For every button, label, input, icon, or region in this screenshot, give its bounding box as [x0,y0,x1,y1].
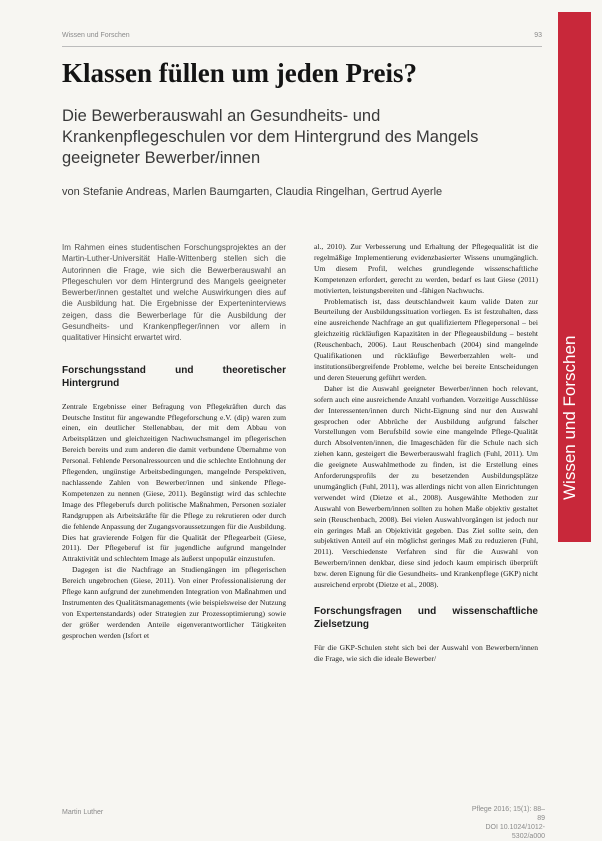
right-column [314,242,538,665]
body-paragraph: Dagegen ist die Nachfrage an Studiengängen im pflegerischen Bereich ungebrochen (Giese, 2011). Von einer Professionalisierung der Pflege kann aufgrund der zunehmenden Integration von Maßnahmen und Instrumenten des Qualitätsmanagements (wie beispielsweise der Nutzung von Expertenstandards) oder Strategien zur Prozessoptimierung) sowie der größer werdenden Anteile eigenverantwortlicher Tätigkeiten gesprochen werden (Isfort et [62,565,286,640]
section-heading: Forschungsfragen und wissenschaftliche Zielsetzung [314,606,538,630]
body-paragraph: Zentrale Ergebnisse einer Befragung von Pflegekräften durch das Deutsche Institut für angewandte Pflegeforschung e.V. (dip) waren zum einen, ein deutlicher Stellenabbau, der mit dem Abbau von Arbeitsplätzen und gleichzeitigen Nachwuchsmangel im pflegerischen Bereich bereits und zum anderen die damit verbundene Übernahme von Personal. Fehlende Personalressourcen und die schlechte Entlohnung der Pflegenden, ungünstige Arbeitsbedingungen, mangelnde Perspektiven, nachlassende Zahlen von Bewerber/innen und sinkende Pflege-Kompetenzen zu nennen (Giese, 2011). Begünstigt wird das schlechte Image des Pflegeberufs durch politische Maßnahmen, Personen sozialer Randgruppen als Arbeitskräfte für die Pflege zu rekrutieren oder durch die fehlende Anpassung der Zugangsvoraussetzungen für die Ausbildung. Dies hat gravierende Folgen für die Qualität der Pflegearbeit (Giese, 2011). Der Pflegeberuf ist für jugendliche aufgrund mangelnder Attraktivität und schlechtem Image als äußerst unpopulär einzustufen. [62,401,286,564]
footer-left: Martin Luther [62,809,104,816]
article-subtitle: Die Bewerberauswahl an Gesundheits- und Krankenpflegeschulen vor dem Hintergrund des Mangels geeigneter Bewerber/innen [62,107,479,167]
body-paragraph: Für die GKP-Schulen steht sich bei der Auswahl von Bewerbern/innen die Frage, wie sich die ideale Bewerber/ [314,643,538,663]
author-line: von Stefanie Andreas, Marlen Baumgarten, Claudia Ringelhan, Gertrud Ayerle [62,186,443,198]
left-column [62,242,286,642]
article-title: Klassen füllen um jeden Preis? [62,58,418,88]
abstract: Im Rahmen eines studentischen Forschungsprojektes an der Martin-Luther-Universität Halle-Wittenberg stellen sich die Autorinnen die Frage, wie sich die Bewerberauswahl an Pflegeschulen vor dem Hintergrund des Mangels geeigneter Bewerber/innen gestaltet und welche Auswirkungen dies auf die Ausbildung hat. Die Ergebnisse der Experteninterviews zeigen, dass die Bewerberlage für die Ausbildung der Gesundheits- und Krankenpfleger/innen vor allem in qualitativer Hinsicht erwartet wird. [62,243,286,343]
header-section: Wissen und Forschen [62,32,130,39]
body-paragraph: al., 2010). Zur Verbesserung und Erhaltung der Pflegequalität ist die regelmäßige Implementierung evidenzbasierter Wissens unumgänglich. Um diesem Profil, welches grundlegende wissenschaftliche Kompetenzen erfordert, gerecht zu werden, bedarf es laut Giese (2011) motivierten, leistungsbereiten und -fähigen Nachwuchs. [314,242,538,295]
footer-journal: Pflege 2016; 15(1): 88–89 [471,806,545,822]
footer-citation [465,805,545,841]
body-paragraph: Daher ist die Auswahl geeigneter Bewerber/innen hoch relevant, sofern auch eine ausreichende Anzahl vorhanden. Vorzeitige Ausschlüsse der Interessenten/innen durch Nicht-Eignung sind nur den Auswahl gesprochen oder Abbrüche der Ausbildung aufgrund falscher Vorstellungen vom Berufsbild sowie eine mangelnde Pflege-Qualität durch Absolventen/innen, die Imageschäden für die Schule nach sich ziehen kann, gesteigert die Bewerberauswahl fraglich (Fuhl, 2011). Um die geeignete Auswahlmethode zu finden, ist die Erstellung eines Anforderungsprofils der zu besetzenden Ausbildungsplätze unumgänglich (Fuhl, 2011), was allerdings nicht von allen Einrichtungen verwendet wird (Dietze et al., 2008). Ausgewählte Methoden zur Auswahl von Bewerbern/innen sollten zu hohen Maße objektiv gestaltet sein (Reuschenbach, 2008). Bei vielen Auswahlvorgängen ist jedoch nur ein geringes Maß an Objektivität gegeben. Das Ziel sollte sein, den subjektiven Anteil auf ein möglichst geringes Maß zu reduzieren (Fuhl, 2011). Verschiedenste Verfahren sind für die Auswahl von Bewerbern/innen denkbar, diese sind jedoch kaum empirisch überprüft bzw. deren Eignung für die Gesundheits- und Krankenpflege (GKP) nicht ausreichend erprobt (Dietze et al., 2008). [314,383,538,590]
section-tab-label [560,470,580,500]
body-paragraph: Problematisch ist, dass deutschlandweit kaum valide Daten zur Beurteilung der Ausbildungssituation vorliegen. Es ist festzuhalten, dass eine ausreichende Nachfrage an gut qualifiziertem Pflegepersonal – bei gleichzeitig rückläufigen Kapazitäten in der Pflegeausbildung – besteht (Reuschenbach, 2006). Laut Reuschenbach (2004) sind mangelnde Qualifikationen und rückläufige Bewerberzahlen welt- und institutionsübergreifende Probleme, welche bei bereite Entscheidungen und deren Steuerung geführt werden. [314,296,538,382]
running-header [62,32,542,47]
section-heading: Forschungsstand und theoretischer Hintergrund [62,364,286,389]
footer-doi: DOI 10.1024/1012-5302/a000 [485,824,545,840]
page-number: 93 [534,32,542,39]
